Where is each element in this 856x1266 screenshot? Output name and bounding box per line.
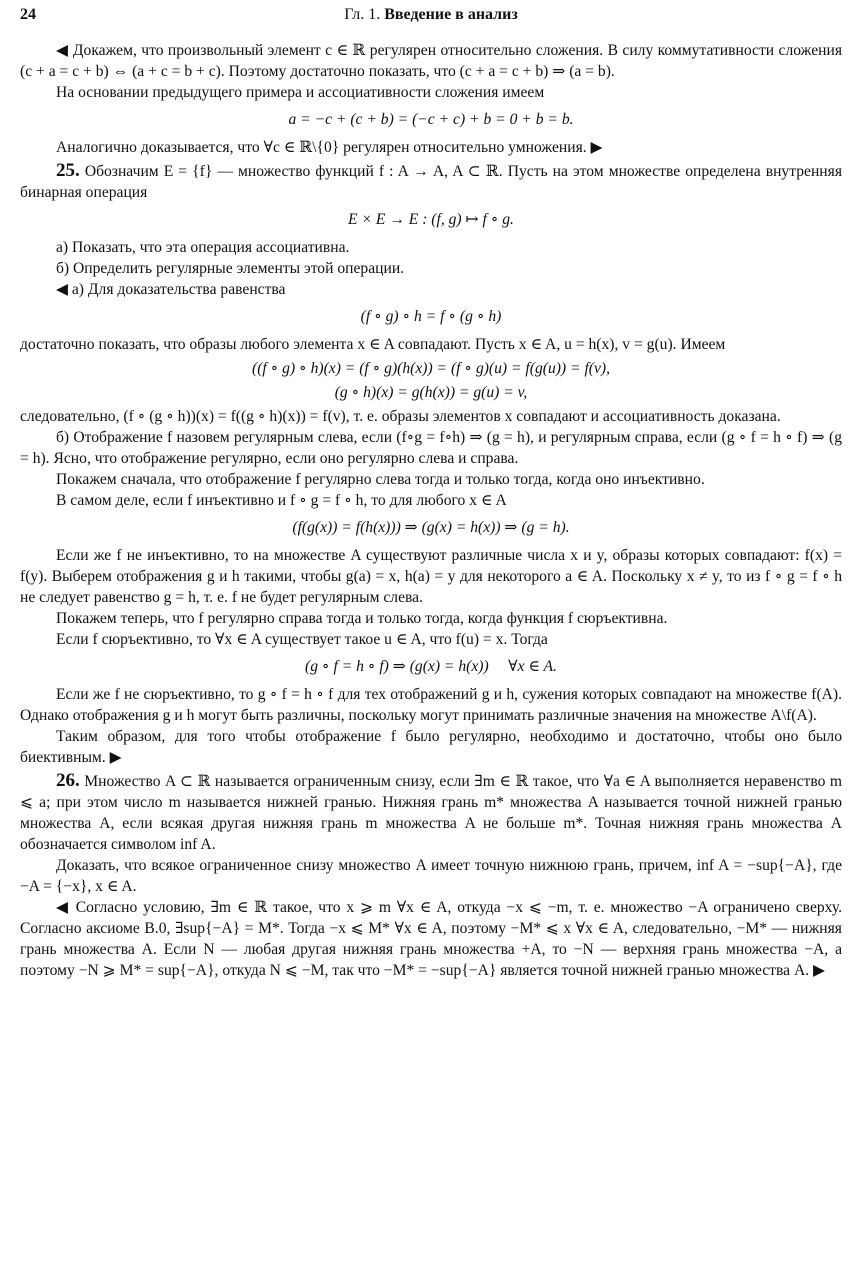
equation: E × E → E : (f, g) ↦ f ∘ g. <box>348 211 514 228</box>
paragraph: Если же f не сюръективно, то g ∘ f = h ∘ f для тех отображений g и h, сужения которых совпадают на множестве f(A). Однако отображения g и h могут быть различны, поскольку могут принимать различные значения на множестве A\f(A). <box>20 686 842 724</box>
paragraph: ◀ Докажем, что произвольный элемент c ∈ ℝ регулярен относительно сложения. В силу коммутативности сложения (c + a = c + b) ⇔ (a + c = b + c). Поэтому достаточно показать, что (c + a = c + b) ⇒ (a = b). <box>20 42 842 80</box>
paragraph: Покажем сначала, что отображение f регулярно слева тогда и только тогда, когда оно инъективно. <box>56 471 705 488</box>
problem-statement: Обозначим E = {f} — множество функций f : A → A, A ⊂ ℝ. Пусть на этом множестве определена внутренняя бинарная операция <box>20 163 842 201</box>
paragraph: На основании предыдущего примера и ассоциативности сложения имеем <box>56 84 545 101</box>
paragraph: В самом деле, если f инъективно и f ∘ g = f ∘ h, то для любого x ∈ A <box>56 492 507 509</box>
chapter-title: Введение в анализ <box>384 6 518 23</box>
equation-line: (g ∘ h)(x) = g(h(x)) = g(u) = v, <box>334 384 528 401</box>
problem-26 <box>20 770 842 855</box>
problem-25 <box>20 160 842 203</box>
paragraph: Аналогично доказывается, что ∀c ∈ ℝ\{0} регулярен относительно умножения. ▶ <box>56 139 603 156</box>
equation: a = −c + (c + b) = (−c + c) + b = 0 + b = b. <box>288 111 574 128</box>
problem-number: 26. <box>56 770 80 791</box>
paragraph: Если f сюръективно, то ∀x ∈ A существует такое u ∈ A, что f(u) = x. Тогда <box>56 631 548 648</box>
equation-line: ((f ∘ g) ∘ h)(x) = (f ∘ g)(h(x)) = (f ∘ g)(u) = f(g(u)) = f(v), <box>252 360 610 377</box>
paragraph: Доказать, что всякое ограниченное снизу множество A имеет точную нижнюю грань, причем, inf A = −sup{−A}, где −A = {−x}, x ∈ A. <box>20 857 842 895</box>
paragraph: следовательно, (f ∘ (g ∘ h))(x) = f((g ∘ h)(x)) = f(v), т. е. образы элементов x совпадают и ассоциативность доказана. <box>20 408 781 425</box>
paragraph: Если же f не инъективно, то на множестве A существуют различные числа x и y, образы которых совпадают: f(x) = f(y). Выберем отображения g и h такими, чтобы g(a) = x, h(a) = y для некоторого a ∈ A. Поскольку x ≠ y, то из f ∘ g = f ∘ h не следует равенство g = h, т. е. f не будет регулярным слева. <box>20 547 842 606</box>
paragraph: б) Отображение f назовем регулярным слева, если (f∘g = f∘h) ⇒ (g = h), и регулярным справа, если (g ∘ f = h ∘ f) ⇒ (g = h). Ясно, что отображение регулярно, если оно регулярно слева и справа. <box>20 429 842 467</box>
problem-statement: Множество A ⊂ ℝ называется ограниченным снизу, если ∃m ∈ ℝ такое, что ∀a ∈ A выполняется неравенство m ⩽ a; при этом число m называется нижней гранью. Нижняя грань m* множества A называется точной нижней гранью множества A, если всякая другая нижняя грань m множества A не больше m*. Точная нижняя грань множества A обозначается символом inf A. <box>20 773 842 853</box>
problem-number: 25. <box>56 160 80 181</box>
equation: (f(g(x)) = f(h(x))) ⇒ (g(x) = h(x)) ⇒ (g = h). <box>292 519 570 536</box>
paragraph: ◀ Согласно условию, ∃m ∈ ℝ такое, что x ⩾ m ∀x ∈ A, откуда −x ⩽ −m, т. е. множество −A ограничено сверху. Согласно аксиоме В.0, ∃sup{−A} = M*. Тогда −x ⩽ M* ∀x ∈ A, поэтому −M* ⩽ x ∀x ∈ A, следовательно, −M* — нижняя грань множества A. Если N — любая другая нижняя грань множества +A, то −N — верхняя грань множества −A, а поэтому −N ⩾ M* = sup{−A}, откуда N ⩽ −M, так что −M* = −sup{−A} является точной нижней гранью множества A. ▶ <box>20 899 842 979</box>
paragraph: Покажем теперь, что f регулярно справа тогда и только тогда, когда функция f сюръективна. <box>56 610 668 627</box>
list-item: а) Показать, что эта операция ассоциативна. <box>56 239 350 256</box>
equation: (g ∘ f = h ∘ f) ⇒ (g(x) = h(x)) ∀x ∈ A. <box>305 658 557 675</box>
list-item: б) Определить регулярные элементы этой операции. <box>56 260 405 277</box>
paragraph: ◀ а) Для доказательства равенства <box>56 281 286 298</box>
page-number: 24 <box>20 6 36 23</box>
chapter-label: Гл. 1. <box>344 6 381 23</box>
running-title <box>20 4 842 25</box>
page-body <box>20 40 842 981</box>
running-header <box>20 4 842 28</box>
paragraph: достаточно показать, что образы любого элемента x ∈ A совпадают. Пусть x ∈ A, u = h(x), v = g(u). Имеем <box>20 336 726 353</box>
paragraph: Таким образом, для того чтобы отображение f было регулярно, необходимо и достаточно, чтобы оно было биективным. ▶ <box>20 728 842 766</box>
equation: (f ∘ g) ∘ h = f ∘ (g ∘ h) <box>360 308 502 325</box>
